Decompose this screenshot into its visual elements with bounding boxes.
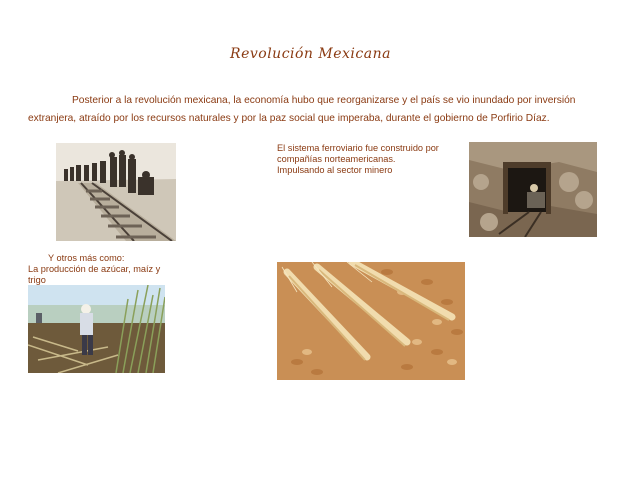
- railway-caption-line: El sistema ferroviario fue construido por: [277, 143, 439, 153]
- page-title: Revolución Mexicana: [230, 46, 391, 62]
- railway-caption: [277, 143, 457, 176]
- crops-caption-line: La producción de azúcar, maíz y: [28, 264, 161, 274]
- crops-caption: [28, 253, 178, 286]
- crops-caption-line: Y otros más como:: [48, 253, 125, 263]
- sugarcane-field-photo: [28, 285, 165, 373]
- intro-paragraph: Posterior a la revolución mexicana, la economía hubo que reorganizarse y el país se vio inundado por inversión extranjera, atraído por los recursos naturales y por la paz social que imperaba, durante el gobierno de Porfirio Díaz.: [28, 95, 576, 124]
- mine-entrance-photo: [469, 142, 597, 237]
- wheat-grains-photo: [277, 262, 465, 380]
- railway-caption-line: Impulsando al sector minero: [277, 165, 393, 175]
- railway-workers-photo: [56, 143, 176, 241]
- crops-caption-line: trigo: [28, 275, 46, 285]
- railway-caption-line: compañías norteamericanas.: [277, 154, 396, 164]
